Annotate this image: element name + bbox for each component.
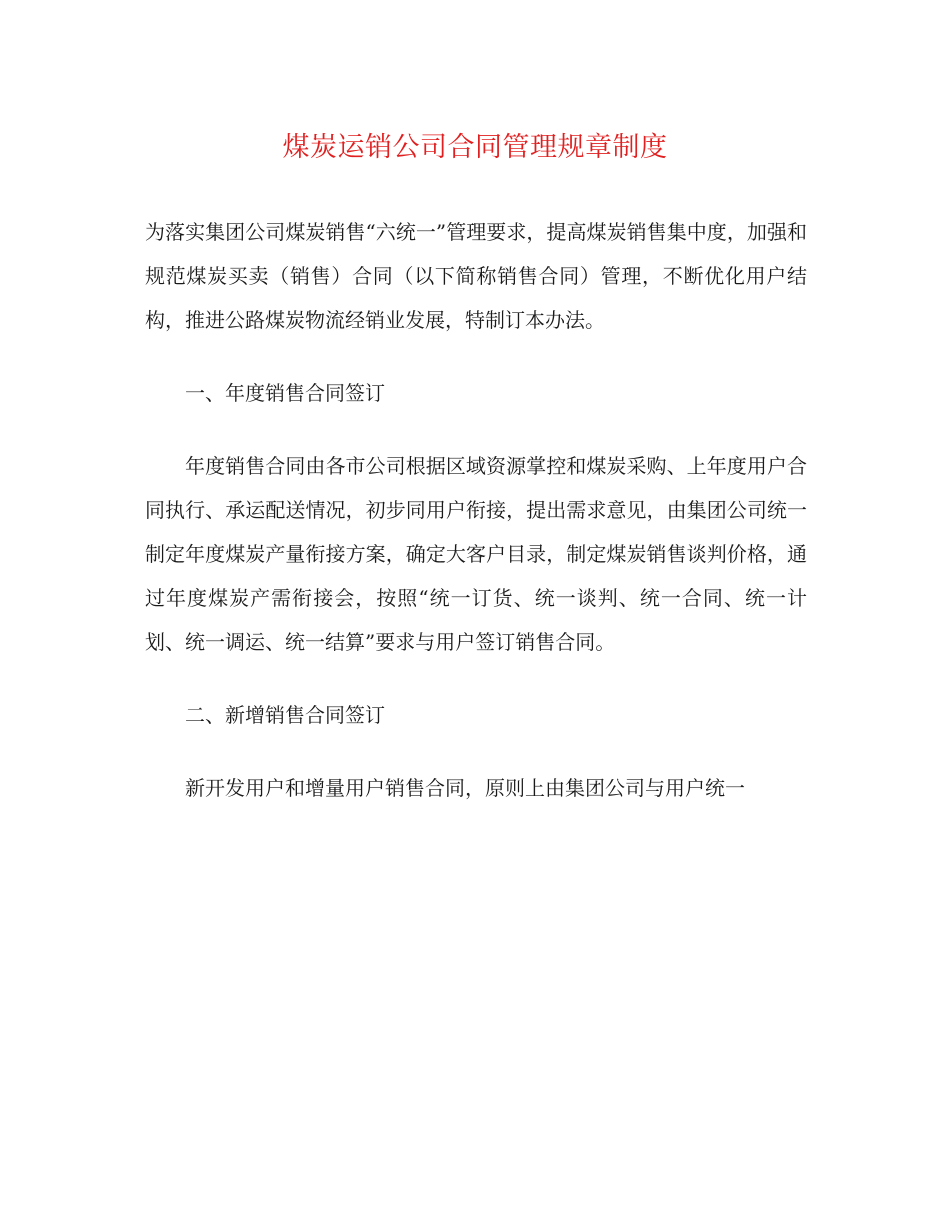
intro-paragraph: 为落实集团公司煤炭销售“六统一”管理要求，提高煤炭销售集中度，加强和规范煤炭买卖（销售）合同（以下简称销售合同）管理，不断优化用户结构，推进公路煤炭物流经销业发展，特制订本办法。 — [145, 220, 807, 332]
document-body — [145, 210, 807, 839]
section-heading-new-contract: 二、新增销售合同签订 — [185, 703, 385, 727]
section-body-new-contract: 新开发用户和增量用户销售合同，原则上由集团公司与用户统一 — [185, 776, 745, 800]
section-heading-annual-contract: 一、年度销售合同签订 — [185, 381, 385, 405]
document-title: 煤炭运销公司合同管理规章制度 — [282, 132, 668, 163]
section-body-annual-contract: 年度销售合同由各市公司根据区域资源掌控和煤炭采购、上年度用户合同执行、承运配送情况，初步同用户衔接，提出需求意见，由集团公司统一制定年度煤炭产量衔接方案，确定大客户目录，制定煤炭销售谈判价格，通过年度煤炭产需衔接会，按照“统一订货、统一谈判、统一合同、统一计划、统一调运、统一结算”要求与用户签订销售合同。 — [145, 454, 807, 654]
